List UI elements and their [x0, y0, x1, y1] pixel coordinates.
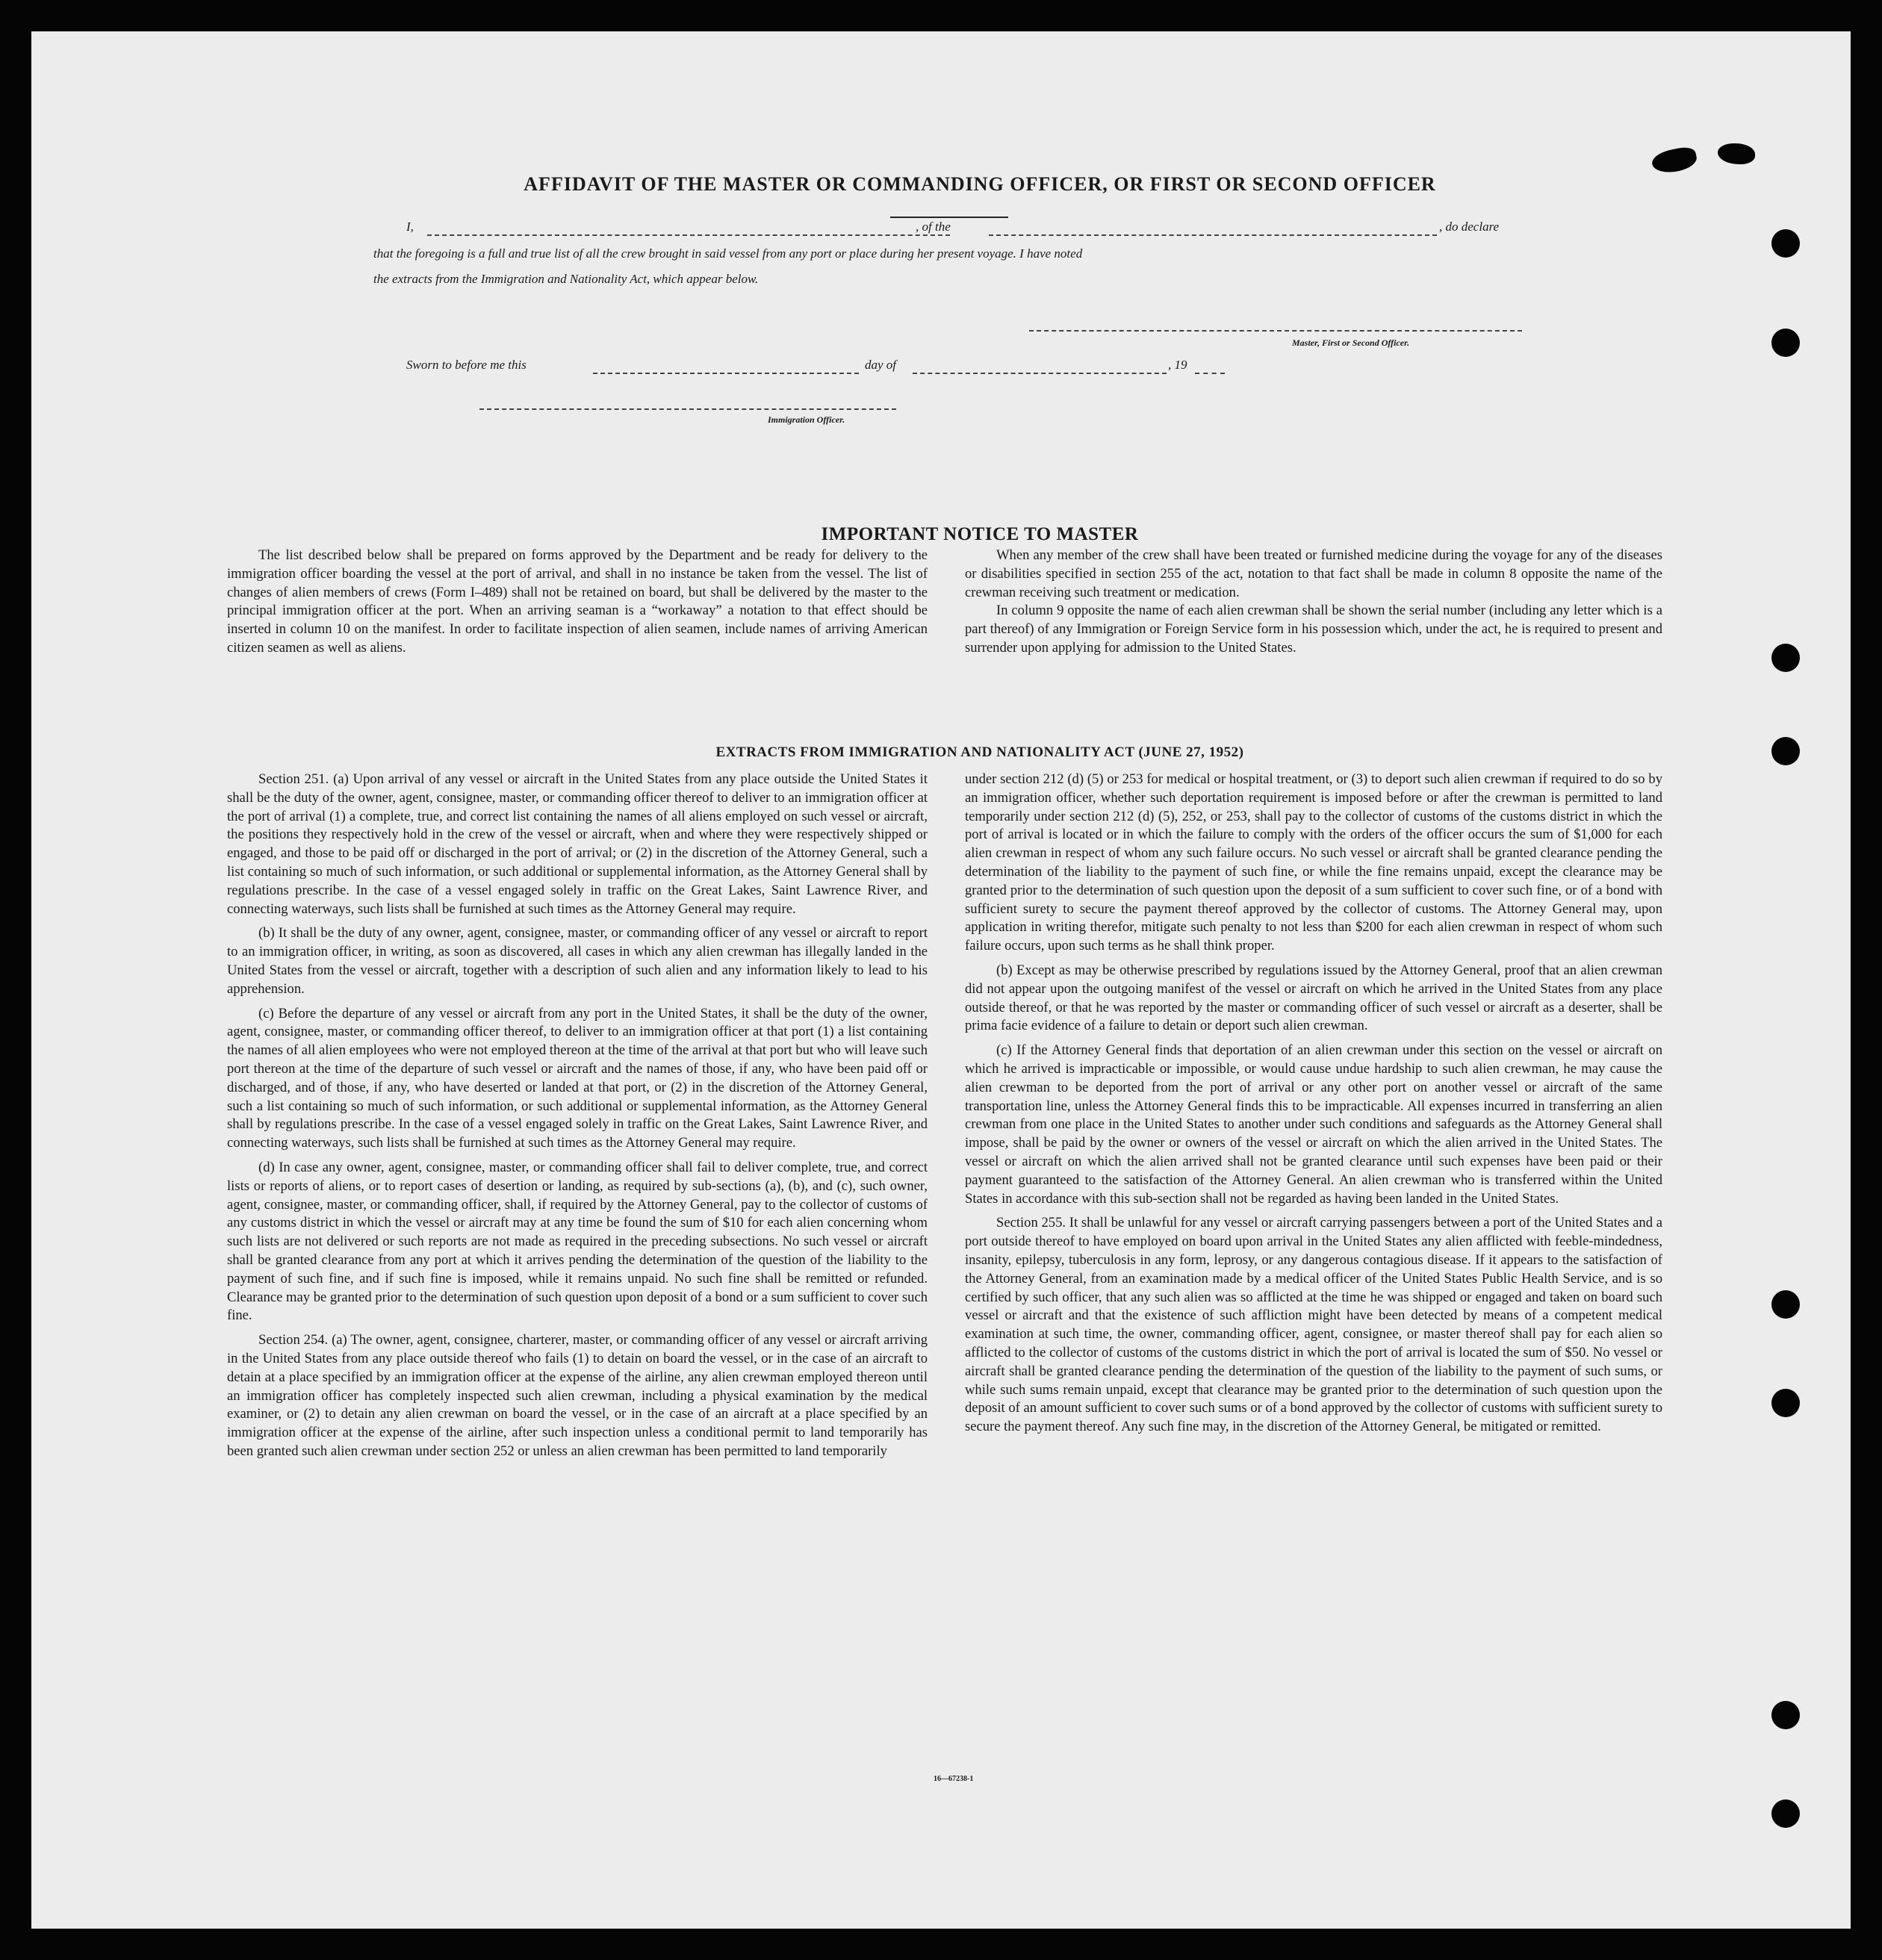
- sworn-day-line[interactable]: [593, 373, 859, 374]
- declare-of-the: , of the: [916, 220, 951, 234]
- punch-hole: [1771, 737, 1800, 765]
- day-of-label: day of: [865, 358, 897, 372]
- section-251-d: (d) In case any owner, agent, consignee, master, or commanding officer shall fail to deliver complete, true, and correct lists or reports of aliens, or to report cases of desertion or landing, as required by sub-sections (a), (b), and (c), such owner, agent, consignee, master, or commanding officer, shall, if required by the Attorney General, pay to the collector of customs of any customs district in which the vessel or aircraft may at any time be found the sum of $10 for each alien concerning whom such lists are not delivered or such reports are not made as required in the preceding subsections. No such vessel or aircraft shall be granted clearance from any port at which it arrives pending the determination of the question of the liability to the payment of such fine, and if such fine is imposed, while it remains unpaid. No such fine shall be remitted or refunded. Clearance may be granted prior to the determination of such question upon deposit of a bond or a sum sufficient to cover such fine.: [227, 1159, 928, 1324]
- notice-title: IMPORTANT NOTICE TO MASTER: [821, 524, 1139, 544]
- punch-hole: [1771, 1389, 1800, 1417]
- declare-i: I,: [406, 220, 414, 234]
- punch-hole: [1771, 1290, 1800, 1319]
- sworn-label: Sworn to before me this: [406, 358, 527, 372]
- punch-hole: [1771, 229, 1800, 258]
- section-255: Section 255. It shall be unlawful for any vessel or aircraft carrying passengers between a port of the United States and a port outside thereof to have employed on board upon arrival in the United States any alien afflicted with feeble-mindedness, insanity, epilepsy, tuberculosis in any form, leprosy, or any dangerous contagious disease. If it appears to the satisfaction of the Attorney General, from an examination made by a medical officer of the United States Public Health Service, and is so certified by such officer, that any such alien was so afflicted at the time he was shipped or engaged and taken on board such vessel or aircraft and that the existence of such affliction might have been detected by means of a competent medical examination at such time, the owner, commanding officer, agent, consignee, or master thereof shall pay for each alien so afflicted to the collector of customs of the customs district in which the port of arrival is located the sum of $50. No vessel or aircraft shall be granted clearance pending the determination of the question of the liability to the payment of such sums, or while such sums remain unpaid, except that clearance may be granted prior to the determination of such question upon the deposit of an amount sufficient to cover such sums or of a bond approved by the collector of customs with sufficient surety to secure the payment thereof. Any such fine may, in the discretion of the Attorney General, be mitigated or remitted.: [965, 1215, 1662, 1435]
- declare-line-3: the extracts from the Immigration and Nationality Act, which appear below.: [373, 272, 759, 286]
- punch-hole: [1771, 329, 1800, 357]
- extracts-title: EXTRACTS FROM IMMIGRATION AND NATIONALITY ACT (JUNE 27, 1952): [715, 744, 1244, 760]
- ink-blot: [1650, 145, 1699, 176]
- master-signature-line[interactable]: [1029, 330, 1522, 332]
- year-label: , 19: [1168, 358, 1187, 372]
- affidavit-title: AFFIDAVIT OF THE MASTER OR COMMANDING OFFICER, OR FIRST OR SECOND OFFICER: [524, 173, 1436, 195]
- form-number: 16—67238-1: [934, 1775, 974, 1783]
- officer-signature-line[interactable]: [479, 408, 896, 410]
- notice-left-paragraph: The list described below shall be prepared on forms approved by the Department and be ready for delivery to the immigration officer boarding the vessel at the port of arrival, and shall in no instance be taken from the vessel. The list of changes of alien members of crews (Form I–489) shall not be retained on board, but shall be delivered by the master to the principal immigration officer at the port. When an arriving seaman is a “workaway” a notation to that effect should be inserted in column 10 on the manifest. In order to facilitate inspection of alien seamen, include names of arriving American citizen seamen as well as aliens.: [227, 547, 928, 656]
- extracts-right-column: [965, 771, 1662, 1443]
- section-254-a: Section 254. (a) The owner, agent, consignee, charterer, master, or commanding officer of any vessel or aircraft arriving in the United States from any place outside thereof who fails (1) to detain on board the vessel, or in the case of an aircraft to detain at a place specified by an immigration officer at the expense of the airline, any alien crewman employed thereon until an immigration officer has completely inspected such alien crewman, including a physical examination by the medical examiner, or (2) to detain any alien crewman on board the vessel, or in the case of an aircraft at a place specified by an immigration officer at the expense of the airline, after such inspection unless a conditional permit to land temporarily has been granted such alien crewman under section 252 or unless an alien crewman has been permitted to land temporarily: [227, 1332, 928, 1459]
- notice-right-paragraph-1: When any member of the crew shall have been treated or furnished medicine during the voyage for any of the diseases or disabilities specified in section 255 of the act, notation to that fact shall be made in column 8 opposite the name of the crewman receiving such treatment or medication.: [965, 547, 1662, 600]
- notice-right-column: [965, 547, 1662, 658]
- sworn-month-line[interactable]: [913, 373, 1167, 374]
- ink-blot: [1718, 143, 1755, 164]
- punch-hole: [1771, 644, 1800, 672]
- master-signature-label: Master, First or Second Officer.: [1292, 337, 1410, 348]
- section-254-b: (b) Except as may be otherwise prescribed by regulations issued by the Attorney General, proof that an alien crewman did not appear upon the outgoing manifest of the vessel or aircraft on which he arrived in the United States from any place outside thereof, or that he was reported by the master or commanding officer of such vessel or aircraft as a deserter, shall be prima facie evidence of a failure to detain or deport such alien crewman.: [965, 962, 1662, 1034]
- vessel-line[interactable]: [989, 234, 1437, 236]
- notice-left-column: [227, 547, 928, 658]
- section-251-a: Section 251. (a) Upon arrival of any vessel or aircraft in the United States from any place outside the United States it shall be the duty of the owner, agent, consignee, master, or commanding officer thereof to deliver to an immigration officer at the port of arrival (1) a complete, true, and correct list containing the names of all aliens employed on such vessel or aircraft, the positions they respectively hold in the crew of the vessel or aircraft, when and where they were respectively shipped or engaged, and those to be paid off or discharged in the port of arrival; or (2) in the discretion of the Attorney General, such a list containing so much of such information, or such additional or supplemental information, as the Attorney General shall by regulations prescribe. In the case of a vessel engaged solely in traffic on the Great Lakes, Saint Lawrence River, and connecting waterways, such lists shall be furnished at such times as the Attorney General may require.: [227, 771, 928, 917]
- section-254-a-cont: under section 212 (d) (5) or 253 for medical or hospital treatment, or (3) to deport such alien crewman if required to do so by an immigration officer, whether such deportation requirement is imposed before or after the crewman is permitted to land temporarily under section 212 (d) (5), 252, or 253, shall pay to the collector of customs of the customs district in which the port of arrival is located or in which the failure to comply with the orders of the officer occurs the sum of $1,000 for each alien crewman in respect of whom any such failure occurs. No such vessel or aircraft shall be granted clearance pending the determination of the liability to the payment of such fine, or while the fine remains unpaid, except the clearance may be granted prior to the determination of such question upon the deposit of a sum sufficient to cover such fine, or of a bond with sufficient surety to secure the payment thereof approved by the collector of customs. The Attorney General may, upon application in writing therefor, mitigate such penalty to not less than $200 for each alien crewman in respect of whom such failure occurs, upon such terms as he shall think proper.: [965, 771, 1662, 954]
- section-254-c: (c) If the Attorney General finds that deportation of an alien crewman under this section on the vessel or aircraft on which he arrived is impracticable or impossible, or would cause undue hardship to such alien crewman, he may cause the alien crewman to be deported from the port of arrival or any other port on another vessel or aircraft of the same transportation line, unless the Attorney General finds this to be impracticable. All expenses incurred in transferring an alien crewman from one place in the United States to another under such conditions and safeguards as the Attorney General shall impose, shall be paid by the owner or owners of the vessel or aircraft on which the alien arrived in the United States. The vessel or aircraft on which the alien arrived shall not be granted clearance until such expenses have been paid or their payment guaranteed to the satisfaction of the Attorney General. An alien crewman who is transferred within the United States in accordance with this sub-section shall not be regarded as having been landed in the United States.: [965, 1042, 1662, 1207]
- punch-hole: [1771, 1701, 1800, 1729]
- extracts-left-column: [227, 771, 928, 1467]
- officer-signature-label: Immigration Officer.: [768, 414, 845, 425]
- title-rule: [890, 217, 1008, 218]
- section-251-c: (c) Before the departure of any vessel or aircraft from any port in the United States, it shall be the duty of the owner, agent, consignee, master, or commanding officer thereof, to deliver to an immigration officer at that port (1) a list containing the names of all alien employees who were not employed thereon at the time of the arrival at that port but who will leave such port thereon at the time of the departure of such vessel or aircraft and the names of those, if any, who have been paid off or discharged, and of those, if any, who have deserted or landed at that port, or (2) in the discretion of the Attorney General, such a list containing so much of such information, or such additional or supplemental information, as the Attorney General shall by regulations prescribe. In the case of a vessel engaged solely in traffic on the Great Lakes, Saint Lawrence River, and connecting waterways, such lists shall be furnished at such times as the Attorney General may require.: [227, 1005, 928, 1151]
- punch-hole: [1771, 1799, 1800, 1828]
- document-page: [31, 31, 1851, 1929]
- notice-right-paragraph-2: In column 9 opposite the name of each alien crewman shall be shown the serial number (including any letter which is a part thereof) of any Immigration or Foreign Service form in his possession which, under the act, he is required to present and surrender upon applying for admission to the United States.: [965, 603, 1662, 656]
- declare-end: , do declare: [1439, 220, 1500, 234]
- declare-line-2: that the foregoing is a full and true list of all the crew brought in said vessel from any port or place during her present voyage. I have noted: [373, 246, 1083, 261]
- name-line[interactable]: [427, 234, 950, 236]
- section-251-b: (b) It shall be the duty of any owner, agent, consignee, master, or commanding officer of any vessel or aircraft to report to an immigration officer, in writing, as soon as discovered, all cases in which any alien crewman has illegally landed in the United States from the vessel or aircraft, together with a description of such alien and any information likely to lead to his apprehension.: [227, 925, 928, 997]
- sworn-year-line[interactable]: [1195, 373, 1225, 374]
